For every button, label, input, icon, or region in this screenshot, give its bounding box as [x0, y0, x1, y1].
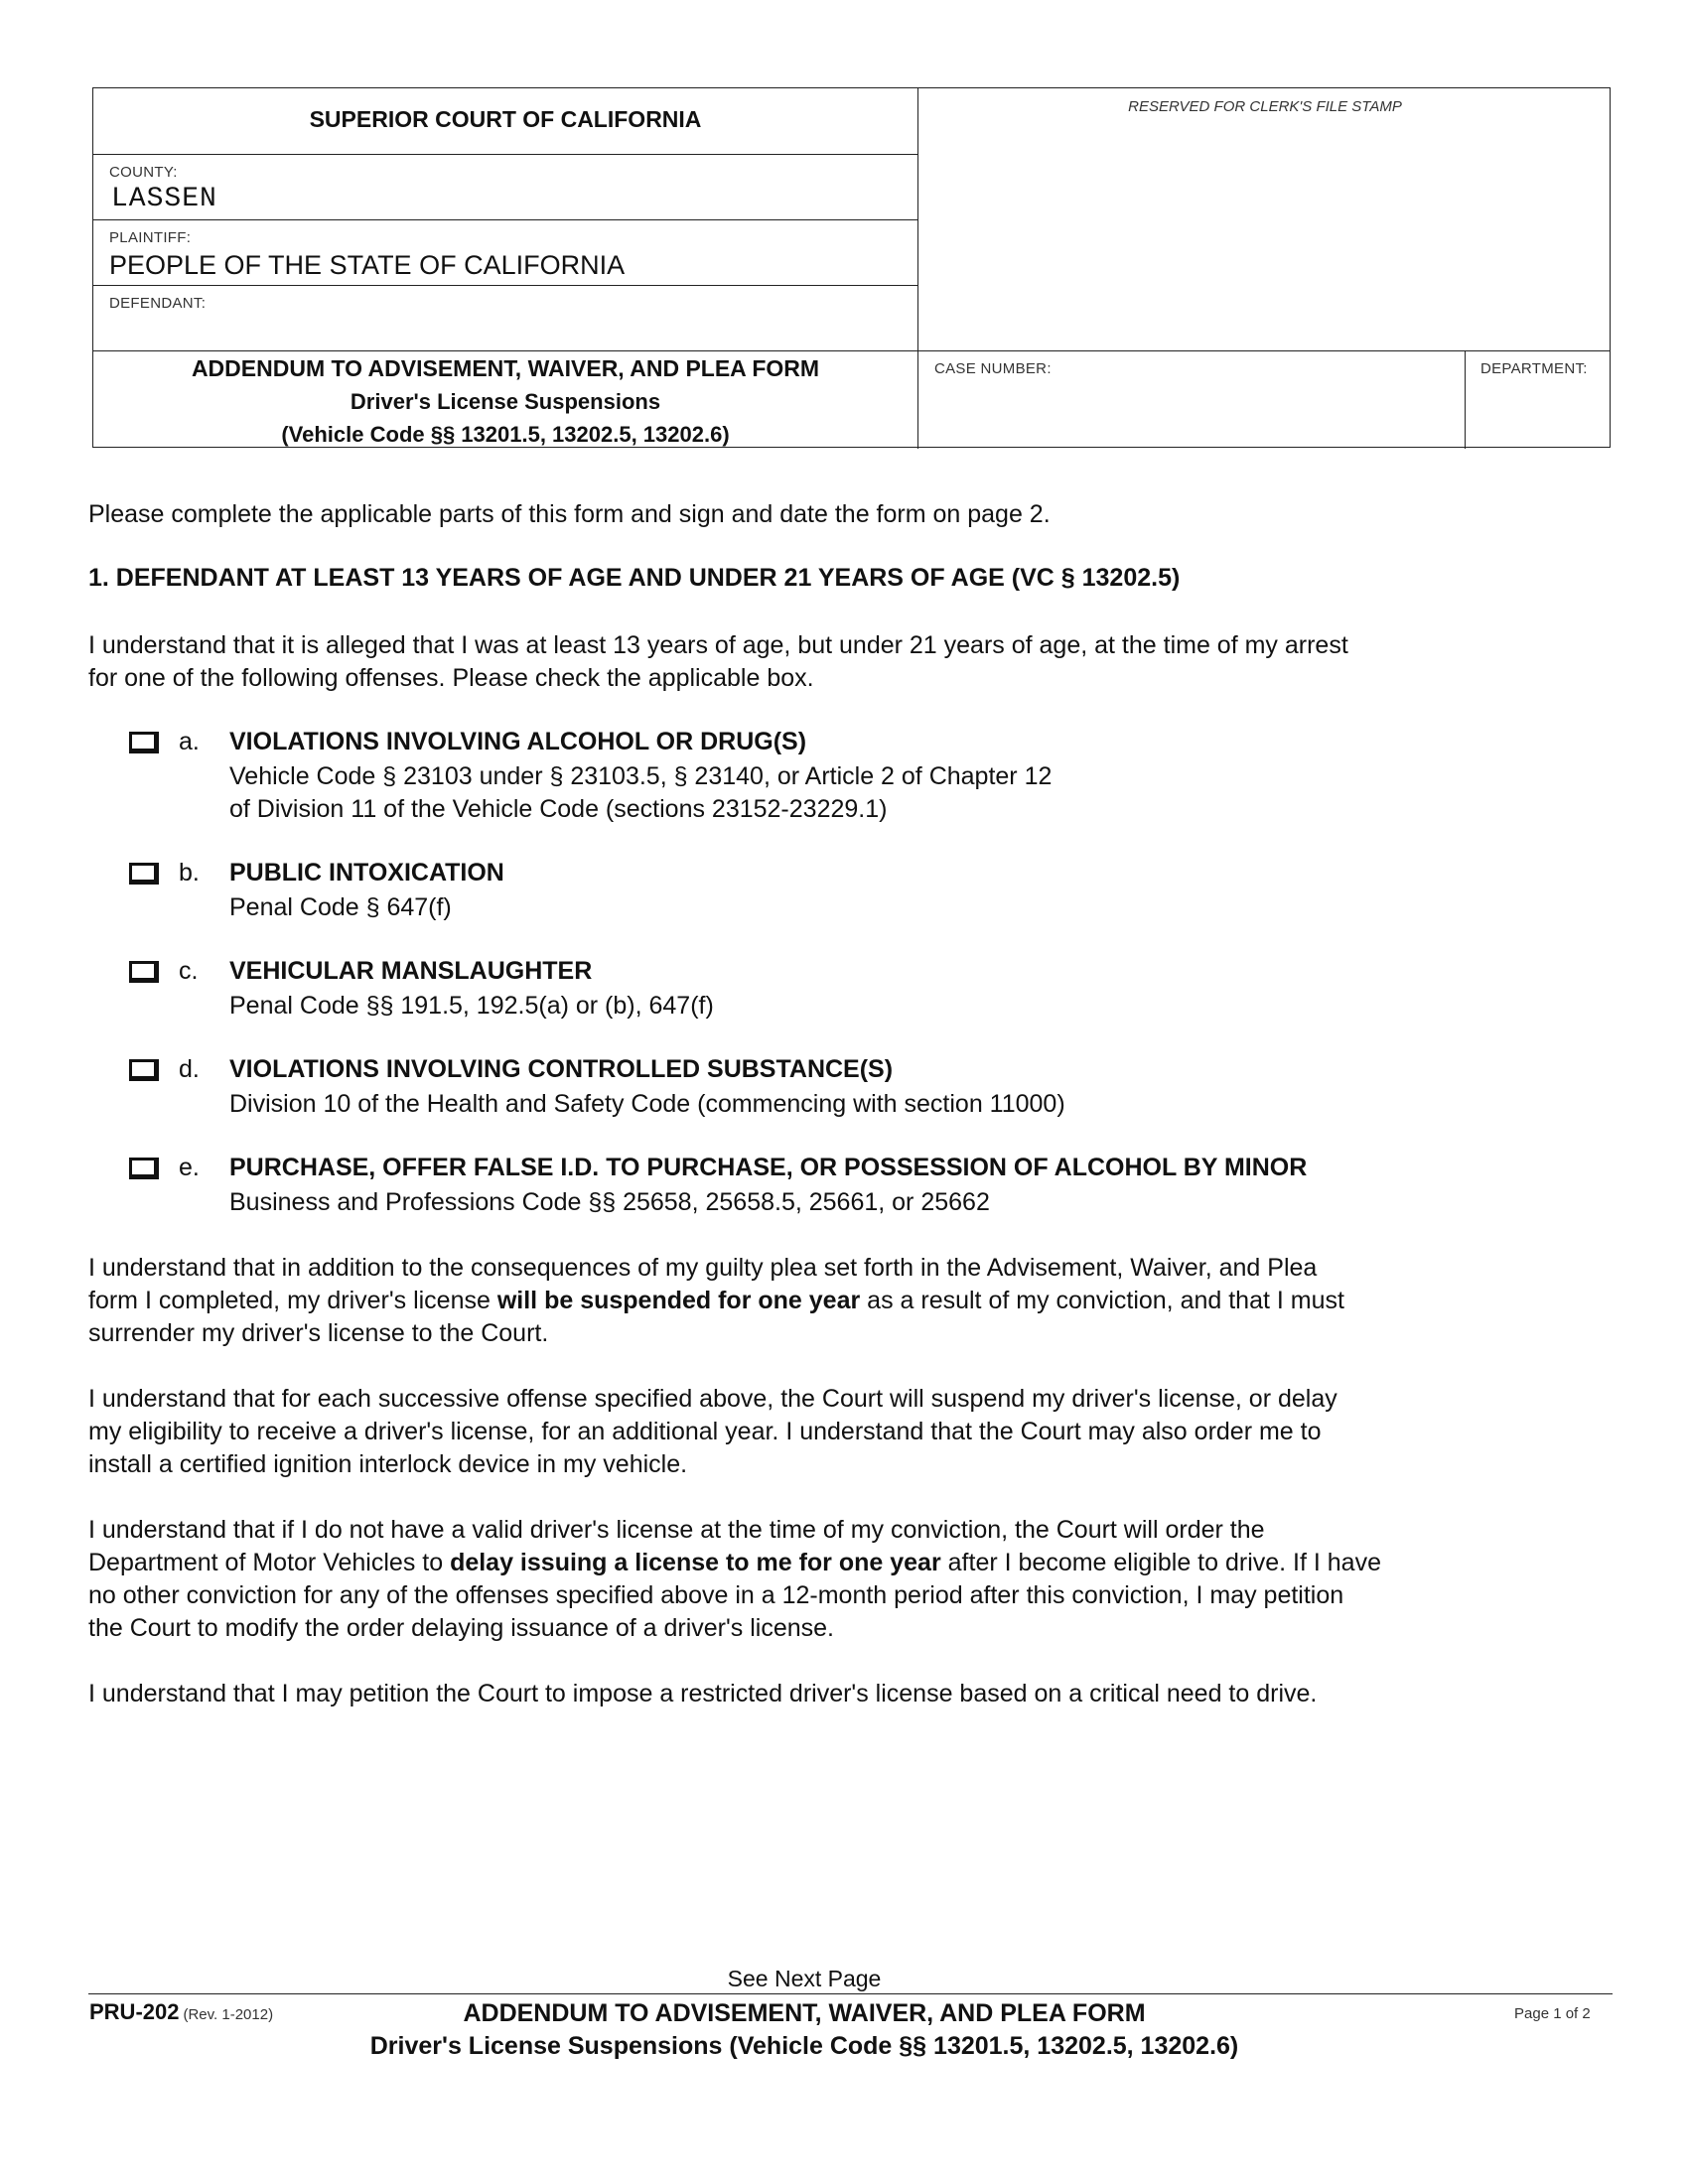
form-title-line2: Driver's License Suspensions — [350, 389, 661, 414]
department-field[interactable] — [1478, 386, 1598, 436]
offense-option-a[interactable] — [129, 728, 1569, 827]
paragraph-line: no other conviction for any of the offenses specified above in a 12-month period after this conviction, I may petition — [88, 1581, 1344, 1609]
text-run: Department of Motor Vehicles to — [88, 1549, 451, 1576]
footer-rule — [88, 1993, 1613, 1994]
paragraph-line — [88, 1285, 1578, 1317]
offense-option-b[interactable] — [129, 859, 1569, 924]
section-1-line: for one of the following offenses. Please check the applicable box. — [88, 664, 814, 692]
paragraph-line: install a certified ignition interlock device in my vehicle. — [88, 1450, 688, 1478]
option-title: PURCHASE, OFFER FALSE I.D. TO PURCHASE, OR POSSESSION OF ALCOHOL BY MINOR — [229, 1154, 1308, 1181]
option-citation-line: of Division 11 of the Vehicle Code (sections 23152-23229.1) — [229, 795, 888, 823]
option-citation: Penal Code §§ 191.5, 192.5(a) or (b), 647(f) — [229, 992, 714, 1020]
checkbox-c[interactable] — [129, 961, 159, 983]
suspension-paragraph — [88, 1252, 1578, 1350]
option-title: VIOLATIONS INVOLVING ALCOHOL OR DRUG(S) — [229, 728, 807, 755]
form-revision: (Rev. 1-2012) — [183, 2006, 274, 2023]
see-next-page: See Next Page — [727, 1966, 882, 1991]
form-title — [93, 352, 917, 451]
clerk-file-stamp-area: RESERVED FOR CLERK'S FILE STAMP — [1128, 98, 1402, 115]
emphasis-text: delay issuing a license to me for one year — [450, 1549, 941, 1576]
emphasis-text: will be suspended for one year — [496, 1287, 861, 1314]
page-number: Page 1 of 2 — [1514, 2005, 1591, 2022]
option-title: PUBLIC INTOXICATION — [229, 859, 504, 887]
option-letter: d. — [179, 1055, 200, 1083]
offense-option-d[interactable] — [129, 1055, 1569, 1121]
paragraph-line: my eligibility to receive a driver's license, for an additional year. I understand that the Court may also order me to — [88, 1418, 1322, 1445]
checkbox-d[interactable] — [129, 1059, 159, 1081]
successive-offense-paragraph — [88, 1383, 1578, 1481]
caption-rule — [93, 285, 917, 286]
text-run: as a result of my conviction, and that I must — [860, 1287, 1344, 1314]
court-name: SUPERIOR COURT OF CALIFORNIA — [309, 106, 702, 132]
department-label: DEPARTMENT: — [1480, 360, 1588, 377]
case-caption-table — [92, 87, 1611, 448]
section-1-statement — [88, 629, 1578, 695]
plaintiff-field[interactable]: PEOPLE OF THE STATE OF CALIFORNIA — [109, 250, 626, 280]
option-title: VIOLATIONS INVOLVING CONTROLLED SUBSTANCE(S) — [229, 1055, 894, 1083]
checkbox-e[interactable] — [129, 1158, 159, 1179]
paragraph-line: I understand that if I do not have a valid driver's license at the time of my conviction, the Court will order the — [88, 1516, 1265, 1544]
offense-option-c[interactable] — [129, 957, 1569, 1023]
paragraph-line: I understand that in addition to the consequences of my guilty plea set forth in the Advisement, Waiver, and Plea — [88, 1254, 1318, 1282]
option-citation: Business and Professions Code §§ 25658, 25658.5, 25661, or 25662 — [229, 1188, 990, 1216]
section-1-line: I understand that it is alleged that I was at least 13 years of age, but under 21 years of age, at the time of my arrest — [88, 631, 1348, 659]
no-license-paragraph — [88, 1514, 1578, 1645]
option-title: VEHICULAR MANSLAUGHTER — [229, 957, 593, 985]
department-divider — [1465, 350, 1466, 449]
intro-instructions: Please complete the applicable parts of this form and sign and date the form on page 2. — [88, 500, 1051, 528]
option-citation: Division 10 of the Health and Safety Code (commencing with section 11000) — [229, 1090, 1065, 1118]
county-label: COUNTY: — [109, 164, 178, 181]
checkbox-a[interactable] — [129, 732, 159, 753]
caption-rule — [93, 219, 917, 220]
option-letter: c. — [179, 957, 199, 985]
footer-title-line2: Driver's License Suspensions (Vehicle Code §§ 13201.5, 13202.5, 13202.6) — [369, 2032, 1239, 2060]
county-field[interactable]: LASSEN — [111, 184, 217, 214]
plaintiff-label: PLAINTIFF: — [109, 229, 192, 246]
option-citation: Penal Code § 647(f) — [229, 893, 452, 921]
option-letter: a. — [179, 728, 200, 755]
text-run: after I become eligible to drive. If I have — [940, 1549, 1381, 1576]
caption-rule — [93, 350, 1610, 351]
footer-title-line1: ADDENDUM TO ADVISEMENT, WAIVER, AND PLEA FORM — [463, 1999, 1146, 2027]
caption-column-divider — [917, 88, 918, 449]
option-citation — [229, 760, 1052, 826]
form-number: PRU-202 — [89, 1999, 180, 2024]
paragraph-line: surrender my driver's license to the Court. — [88, 1319, 549, 1347]
text-run: form I completed, my driver's license — [88, 1287, 497, 1314]
form-title-line3: (Vehicle Code §§ 13201.5, 13202.5, 13202.6) — [281, 422, 730, 447]
defendant-field[interactable] — [109, 315, 904, 344]
restricted-license-paragraph: I understand that I may petition the Court to impose a restricted driver's license based on a critical need to drive. — [88, 1680, 1318, 1707]
case-number-field[interactable] — [932, 386, 1449, 436]
option-citation-line: Vehicle Code § 23103 under § 23103.5, § 23140, or Article 2 of Chapter 12 — [229, 762, 1053, 790]
option-letter: e. — [179, 1154, 200, 1181]
case-number-label: CASE NUMBER: — [934, 360, 1052, 377]
option-letter: b. — [179, 859, 200, 887]
section-1-heading: 1. DEFENDANT AT LEAST 13 YEARS OF AGE AND UNDER 21 YEARS OF AGE (VC § 13202.5) — [88, 564, 1181, 592]
caption-rule — [93, 154, 917, 155]
offense-option-e[interactable] — [129, 1154, 1569, 1219]
defendant-label: DEFENDANT: — [109, 295, 207, 312]
paragraph-line — [88, 1547, 1578, 1579]
checkbox-b[interactable] — [129, 863, 159, 885]
paragraph-line: the Court to modify the order delaying issuance of a driver's license. — [88, 1614, 834, 1642]
paragraph-line: I understand that for each successive offense specified above, the Court will suspend my driver's license, or delay — [88, 1385, 1337, 1413]
form-title-line1: ADDENDUM TO ADVISEMENT, WAIVER, AND PLEA FORM — [191, 355, 820, 381]
